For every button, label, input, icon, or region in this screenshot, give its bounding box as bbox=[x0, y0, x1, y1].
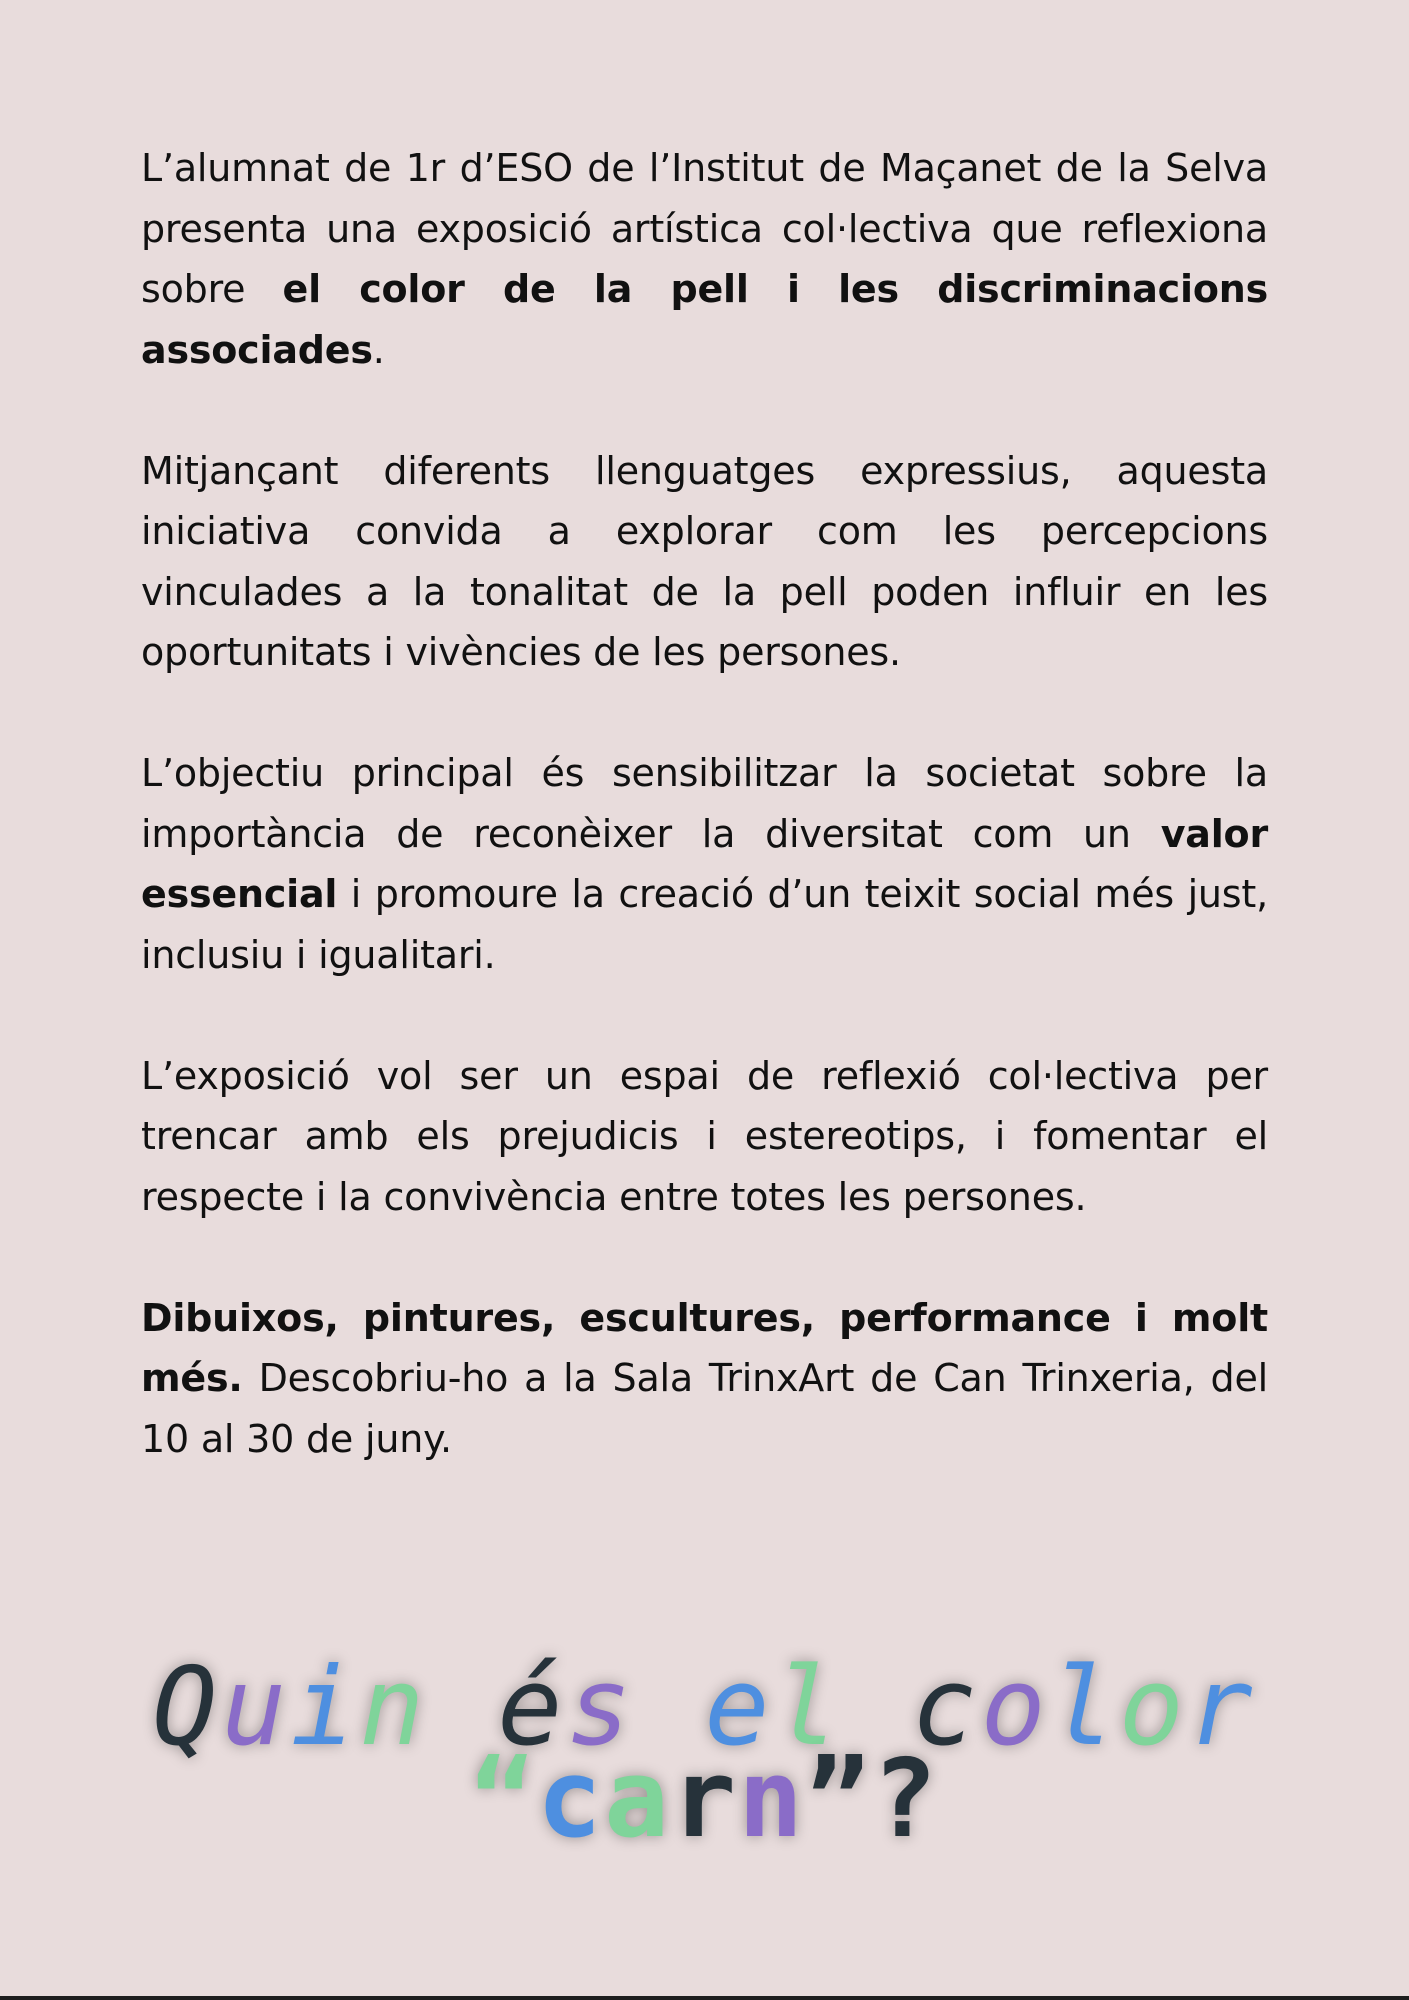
headline-line-1-letter: o bbox=[1118, 1645, 1188, 1770]
paragraph-objective-end: i promoure la creació d’un teixit social més just, inclusiu i igualitari. bbox=[141, 872, 1268, 977]
paragraph-details-text: Descobriu-ho a la Sala TrinxArt de Can Trinxeria, del 10 al 30 de juny. bbox=[141, 1356, 1268, 1461]
headline-line-1-letter: s bbox=[566, 1645, 636, 1770]
paragraph-intro-end: . bbox=[372, 327, 385, 372]
paragraph-objective-text: L’objectiu principal és sensibilitzar la societat sobre la importància de reconèixer la diversitat com un bbox=[141, 751, 1268, 856]
headline-line-1-letter: e bbox=[704, 1645, 774, 1770]
headline-line-2 bbox=[0, 1737, 1409, 1862]
paragraph-languages bbox=[141, 441, 1268, 683]
headline-line-1-letter: i bbox=[290, 1645, 360, 1770]
paragraph-details-bold: Dibuixos, pintures, escultures, performance i molt més. bbox=[141, 1295, 1268, 1400]
headline-line-1-letter: Q bbox=[152, 1645, 222, 1770]
paragraph-reflection-text: L’exposició vol ser un espai de reflexió col·lectiva per trencar amb els prejudicis i estereotips, i fomentar el respecte i la convivència entre totes les persones. bbox=[141, 1053, 1268, 1219]
headline-line-1-letter: l bbox=[1049, 1645, 1119, 1770]
paragraph-intro bbox=[141, 138, 1268, 380]
headline-line-2-letter: ” bbox=[805, 1737, 873, 1862]
paragraph-objective bbox=[141, 743, 1268, 985]
bottom-divider bbox=[0, 1996, 1409, 2000]
headline-line-2-letter: a bbox=[603, 1737, 671, 1862]
paragraph-reflection bbox=[141, 1046, 1268, 1228]
headline-line-2-letter: c bbox=[536, 1737, 604, 1862]
paragraph-intro-text: L’alumnat de 1r d’ESO de l’Institut de Maçanet de la Selva presenta una exposició artística col·lectiva que reflexiona sobre bbox=[141, 146, 1268, 311]
headline-line-1-letter: u bbox=[221, 1645, 291, 1770]
body-text bbox=[141, 138, 1268, 1530]
paragraph-details bbox=[141, 1288, 1268, 1470]
paragraph-languages-text: Mitjançant diferents llenguatges expressius, aquesta iniciativa convida a explorar com les percepcions vinculades a la tonalitat de la pell poden influir en les oportunitats i vivències de les persones. bbox=[141, 448, 1268, 674]
headline-line-1-letter: é bbox=[497, 1645, 567, 1770]
headline-line-2-letter: n bbox=[738, 1737, 806, 1862]
headline-line-1-letter: n bbox=[359, 1645, 429, 1770]
headline-line-2-letter: “ bbox=[469, 1737, 537, 1862]
headline-line-2-letter: ? bbox=[872, 1737, 940, 1862]
headline-line-2-letter: r bbox=[670, 1737, 739, 1862]
headline-line-1-letter: l bbox=[773, 1645, 843, 1770]
paragraph-intro-bold: el color de la pell i les discriminacions associades bbox=[141, 267, 1268, 372]
headline-line-1-letter: r bbox=[1187, 1645, 1257, 1770]
paragraph-objective-bold: valor essencial bbox=[141, 811, 1268, 916]
headline-line-1-letter: c bbox=[911, 1645, 981, 1770]
headline-line-1-letter: o bbox=[980, 1645, 1050, 1770]
